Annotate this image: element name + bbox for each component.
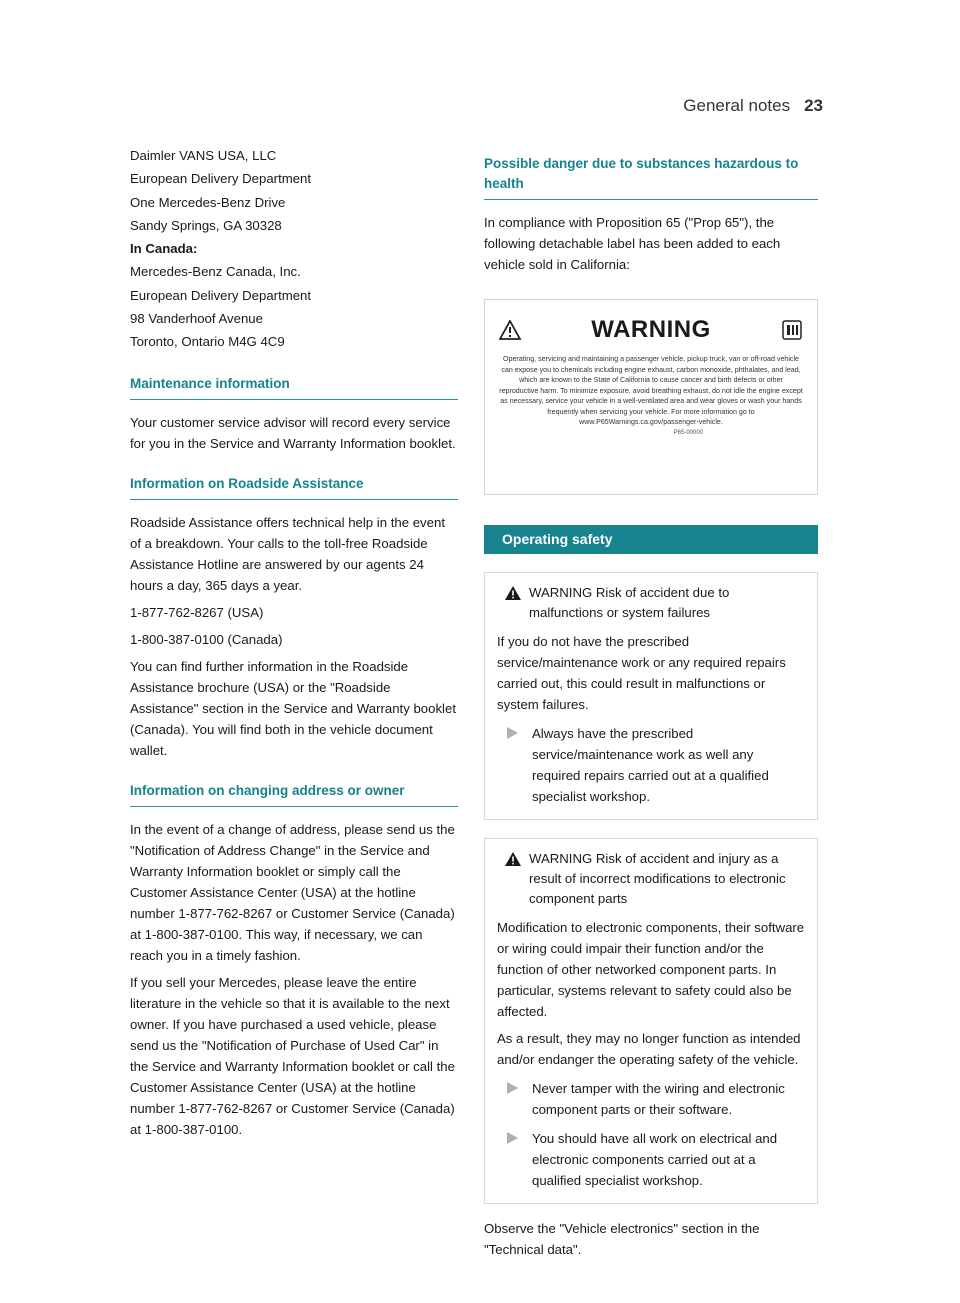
page-number: 23 — [804, 96, 823, 115]
warning-text: If you do not have the prescribed service/maintenance work or any required repairs carried out, this could result in malfunctions or system failures. — [497, 634, 786, 712]
warning-text: Modification to electronic components, their software or wiring could impair their function and/or the function of other networked component parts. In particular, systems relevant to safety could also be affected. — [497, 920, 805, 1019]
bullet-text: Never tamper with the wiring and electronic component parts or their software. — [532, 1081, 785, 1117]
bullet-text: Always have the prescribed service/maintenance work as well any required repairs carried out at a qualified specialist workshop. — [532, 726, 769, 804]
prop65-text: In compliance with Proposition 65 ("Prop 65"), the following detachable label has been added to each vehicle sold in California: — [484, 215, 781, 272]
section-title: General notes — [683, 96, 791, 115]
roadside-phone-usa: 1-877-762-8267 (USA) — [130, 604, 264, 620]
label-text: Operating, servicing and maintaining a passenger vehicle, pickup truck, van or off-road vehicle can expose you to chemicals including engine exhaust, carbon monoxide, phthalates, and lead, which are known to the State of California to cause cancer and birth defects or other reproductive harm. To minimize exposure, avoid breathing exhaust, do not idle the engine except as necessary, service your vehicle in a well-ventilated area and wear gloves or wash your hands frequently when servicing your vehicle. For more information go to www.P65Warnings.ca.gov/passenger-vehicle. — [499, 355, 803, 426]
prop65-warning-label — [484, 299, 818, 495]
address-block — [130, 144, 458, 354]
warning-title: WARNING Risk of accident due to malfunctions or system failures — [529, 585, 730, 620]
list-item — [497, 1128, 805, 1191]
operating-safety-heading: Operating safety — [484, 525, 818, 554]
maintenance-text: Your customer service advisor will record every service for you in the Service and Warranty Information booklet. — [130, 414, 456, 451]
address-change-p2: If you sell your Mercedes, please leave the entire literature in the vehicle so that it is available to the next owner. If you have purchased a used vehicle, please send us the "Notification of Purchase of Used Car" in the Service and Warranty Information booklet or call the Customer Assistance Center (USA) at the hotline number 1-877-762-8267 or Customer Service (Canada) at 1-800-387-0100. — [130, 974, 455, 1137]
warning-text: As a result, they may no longer function as intended and/or endanger the operating safety of the vehicle. — [497, 1031, 801, 1067]
address-canada-line: Mercedes-Benz Canada, Inc. — [130, 264, 301, 280]
address-canada-line: 98 Vanderhoof Avenue — [130, 311, 263, 327]
page-header — [683, 96, 823, 116]
warning-triangle-icon — [505, 586, 521, 600]
warning-triangle-icon — [505, 852, 521, 866]
label-footer: P65-00000 — [673, 429, 703, 436]
list-item — [497, 723, 805, 807]
maintenance-heading: Maintenance information — [130, 374, 458, 400]
warning-box — [484, 572, 818, 820]
address-canada-line: Toronto, Ontario M4G 4C9 — [130, 334, 285, 350]
arrow-bullet-icon — [507, 1132, 518, 1144]
vehicle-info-icon — [781, 319, 803, 341]
warning-title: WARNING Risk of accident and injury as a result of incorrect modifications to electronic component parts — [529, 851, 786, 906]
prop65-heading: Possible danger due to substances hazardous to health — [484, 154, 818, 200]
list-item — [497, 1078, 805, 1120]
roadside-phone-canada: 1-800-387-0100 (Canada) — [130, 631, 283, 647]
left-column — [130, 144, 458, 1140]
address-change-heading: Information on changing address or owner — [130, 781, 458, 807]
address-usa-line: One Mercedes-Benz Drive — [130, 194, 286, 210]
roadside-heading: Information on Roadside Assistance — [130, 474, 458, 500]
address-usa-line: Sandy Springs, GA 30328 — [130, 217, 282, 233]
address-usa-line: European Delivery Department — [130, 171, 312, 187]
warning-triangle-icon — [499, 320, 521, 340]
warning-box — [484, 838, 818, 1204]
canada-label: In Canada: — [130, 241, 198, 257]
roadside-more: You can find further information in the Roadside Assistance brochure (USA) or the "Roadside Assistance" section in the Service and Warranty booklet (Canada). You will find both in the vehicle document wallet. — [130, 658, 456, 758]
roadside-text: Roadside Assistance offers technical help in the event of a breakdown. Your calls to the toll-free Roadside Assistance Hotline are answered by our agents 24 hours a day, 365 days a year. — [130, 514, 445, 593]
arrow-bullet-icon — [507, 1082, 518, 1094]
address-canada-line: European Delivery Department — [130, 287, 312, 303]
label-title: WARNING — [591, 316, 711, 343]
address-change-p1: In the event of a change of address, please send us the "Notification of Address Change" in the Service and Warranty Information booklet or simply call the Customer Assistance Center (USA) at the hotline number 1-877-762-8267 or Customer Service (Canada) at 1-800-387-0100. This way, if necessary, we can reach you in a timely fashion. — [130, 821, 455, 963]
vehicle-electronics-note: Observe the "Vehicle electronics" section in the "Technical data". — [484, 1221, 760, 1257]
bullet-text: You should have all work on electrical and electronic components carried out at a qualified specialist workshop. — [532, 1131, 778, 1188]
arrow-bullet-icon — [507, 727, 518, 739]
right-column — [484, 144, 818, 1260]
address-usa-line: Daimler VANS USA, LLC — [130, 148, 277, 163]
